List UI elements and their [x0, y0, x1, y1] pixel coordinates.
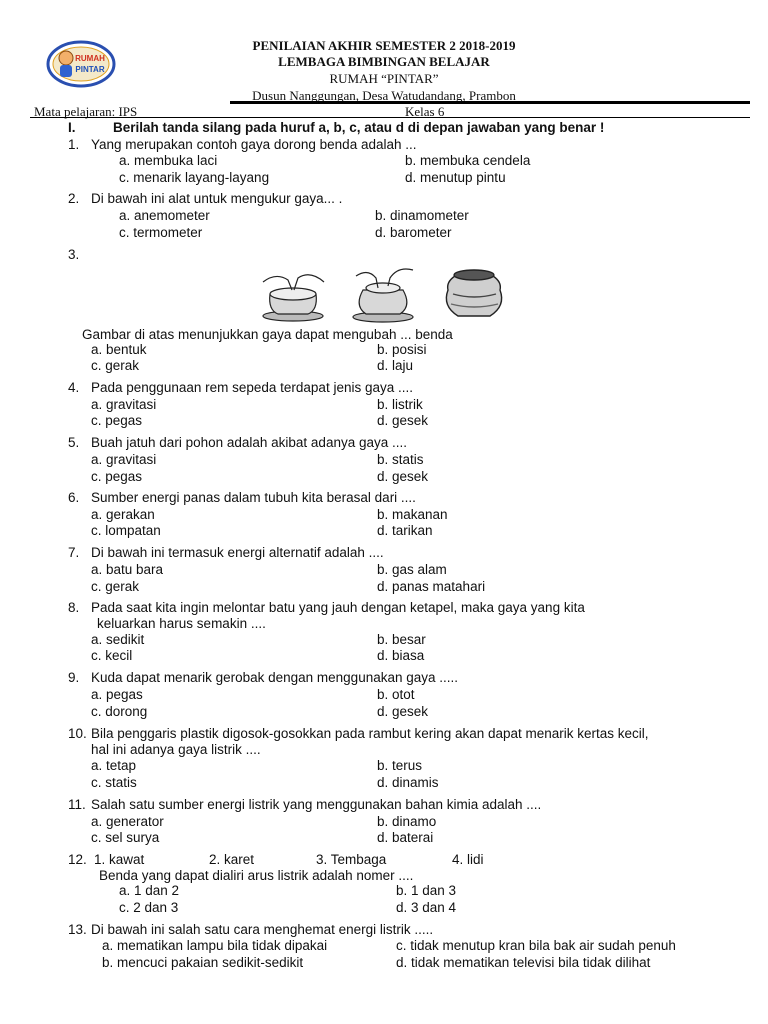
question-text: Pada penggunaan rem sepeda terdapat jenis gaya .... [91, 380, 413, 395]
option-c[interactable]: c. lompatan [91, 523, 161, 538]
option-b[interactable]: b. dinamo [377, 814, 437, 829]
option-a[interactable]: a. bentuk [91, 342, 147, 357]
question-number: 3. [68, 247, 80, 262]
school-address: Dusun Nanggungan, Desa Watudandang, Prambon [252, 88, 516, 103]
option-c[interactable]: c. kecil [91, 648, 133, 663]
option-d[interactable]: d. dinamis [377, 775, 439, 790]
option-b[interactable]: b. 1 dan 3 [396, 883, 457, 898]
question-text: Benda yang dapat dialiri arus listrik adalah nomer .... [99, 868, 414, 883]
question-text: Kuda dapat menarik gerobak dengan menggunakan gaya ..... [91, 670, 459, 685]
item-list-2: 2. karet [209, 852, 255, 867]
question-number: 4. [68, 380, 80, 395]
option-a[interactable]: a. sedikit [91, 632, 145, 647]
institution-name: LEMBAGA BIMBINGAN BELAJAR [278, 54, 490, 69]
question-number: 1. [68, 137, 80, 152]
option-d[interactable]: d. menutup pintu [405, 170, 506, 185]
option-d[interactable]: d. 3 dan 4 [396, 900, 457, 915]
option-c[interactable]: c. sel surya [91, 830, 160, 845]
question-text: Sumber energi panas dalam tubuh kita berasal dari .... [91, 490, 416, 505]
option-d[interactable]: d. barometer [375, 225, 452, 240]
option-b[interactable]: b. terus [377, 758, 423, 773]
question-text: Buah jatuh dari pohon adalah akibat adanya gaya .... [91, 435, 407, 450]
option-a[interactable]: a. gravitasi [91, 452, 157, 467]
option-d[interactable]: d. laju [377, 358, 414, 373]
option-c[interactable]: c. dorong [91, 704, 148, 719]
option-a[interactable]: a. tetap [91, 758, 137, 773]
question-number: 11. [68, 797, 86, 812]
exam-title: PENILAIAN AKHIR SEMESTER 2 2018-2019 [252, 38, 516, 53]
question-text: Di bawah ini termasuk energi alternatif adalah .... [91, 545, 384, 560]
question-number: 10. [68, 726, 87, 741]
option-b[interactable]: b. gas alam [377, 562, 447, 577]
option-b[interactable]: b. makanan [377, 507, 448, 522]
question-text: Pada saat kita ingin melontar batu yang jauh dengan ketapel, maka gaya yang kita [91, 600, 585, 615]
option-b[interactable]: b. mencuci pakaian sedikit-sedikit [102, 955, 304, 970]
question-text-continued: keluarkan harus semakin .... [97, 616, 266, 631]
option-b[interactable]: b. statis [377, 452, 424, 467]
section-number: I. [68, 120, 76, 135]
question-number: 13. [68, 922, 87, 937]
option-c[interactable]: c. termometer [119, 225, 203, 240]
question-text: Bila penggaris plastik digosok-gosokkan pada rambut kering akan dapat menarik kertas kecil, [91, 726, 649, 741]
option-d[interactable]: d. tidak mematikan televisi bila tidak dilihat [396, 955, 651, 970]
question-text: Gambar di atas menunjukkan gaya dapat mengubah ... benda [82, 327, 453, 342]
option-c[interactable]: c. 2 dan 3 [119, 900, 179, 915]
question-number: 8. [68, 600, 80, 615]
option-d[interactable]: d. gesek [377, 469, 429, 484]
svg-text:PINTAR: PINTAR [75, 65, 105, 74]
question-text-continued: hal ini adanya gaya listrik .... [91, 742, 261, 757]
option-b[interactable]: b. besar [377, 632, 426, 647]
option-b[interactable]: b. posisi [377, 342, 427, 357]
option-a[interactable]: a. 1 dan 2 [119, 883, 180, 898]
option-c[interactable]: c. statis [91, 775, 137, 790]
option-b[interactable]: b. listrik [377, 397, 423, 412]
class-label: Kelas 6 [405, 104, 445, 119]
question-text: Yang merupakan contoh gaya dorong benda adalah ... [91, 137, 417, 152]
option-d[interactable]: d. biasa [377, 648, 425, 663]
option-a[interactable]: a. gerakan [91, 507, 155, 522]
item-list-1: 1. kawat [94, 852, 145, 867]
option-d[interactable]: d. gesek [377, 413, 429, 428]
option-a[interactable]: a. mematikan lampu bila tidak dipakai [102, 938, 328, 953]
option-a[interactable]: a. pegas [91, 687, 143, 702]
option-a[interactable]: a. anemometer [119, 208, 210, 223]
school-name: RUMAH “PINTAR” [329, 71, 439, 86]
option-d[interactable]: d. baterai [377, 830, 434, 845]
question-text: Di bawah ini alat untuk mengukur gaya... . [91, 191, 343, 206]
option-c[interactable]: c. tidak menutup kran bila bak air sudah penuh [396, 938, 676, 953]
option-d[interactable]: d. panas matahari [377, 579, 486, 594]
question-number: 6. [68, 490, 80, 505]
option-c[interactable]: c. menarik layang-layang [119, 170, 270, 185]
question-number: 2. [68, 191, 80, 206]
item-list-4: 4. lidi [452, 852, 484, 867]
question-text: Salah satu sumber energi listrik yang menggunakan bahan kimia adalah .... [91, 797, 542, 812]
svg-text:RUMAH: RUMAH [75, 54, 105, 63]
option-a[interactable]: a. generator [91, 814, 164, 829]
option-c[interactable]: c. pegas [91, 469, 143, 484]
option-b[interactable]: b. otot [377, 687, 415, 702]
question-number: 9. [68, 670, 80, 685]
item-list-3: 3. Tembaga [316, 852, 387, 867]
option-d[interactable]: d. tarikan [377, 523, 433, 538]
section-instruction: Berilah tanda silang pada huruf a, b, c, atau d di depan jawaban yang benar ! [113, 120, 605, 135]
option-c[interactable]: c. gerak [91, 358, 140, 373]
option-c[interactable]: c. pegas [91, 413, 143, 428]
option-b[interactable]: b. dinamometer [375, 208, 469, 223]
question-text: Di bawah ini salah satu cara menghemat energi listrik ..... [91, 922, 434, 937]
question-number: 7. [68, 545, 80, 560]
question-number: 5. [68, 435, 80, 450]
subject-label: Mata pelajaran: IPS [34, 104, 138, 119]
question-number: 12. [68, 852, 87, 867]
option-a[interactable]: a. gravitasi [91, 397, 157, 412]
option-a[interactable]: a. membuka laci [119, 153, 218, 168]
option-c[interactable]: c. gerak [91, 579, 140, 594]
pottery-illustration [258, 260, 508, 324]
option-d[interactable]: d. gesek [377, 704, 429, 719]
option-a[interactable]: a. batu bara [91, 562, 164, 577]
option-b[interactable]: b. membuka cendela [405, 153, 531, 168]
